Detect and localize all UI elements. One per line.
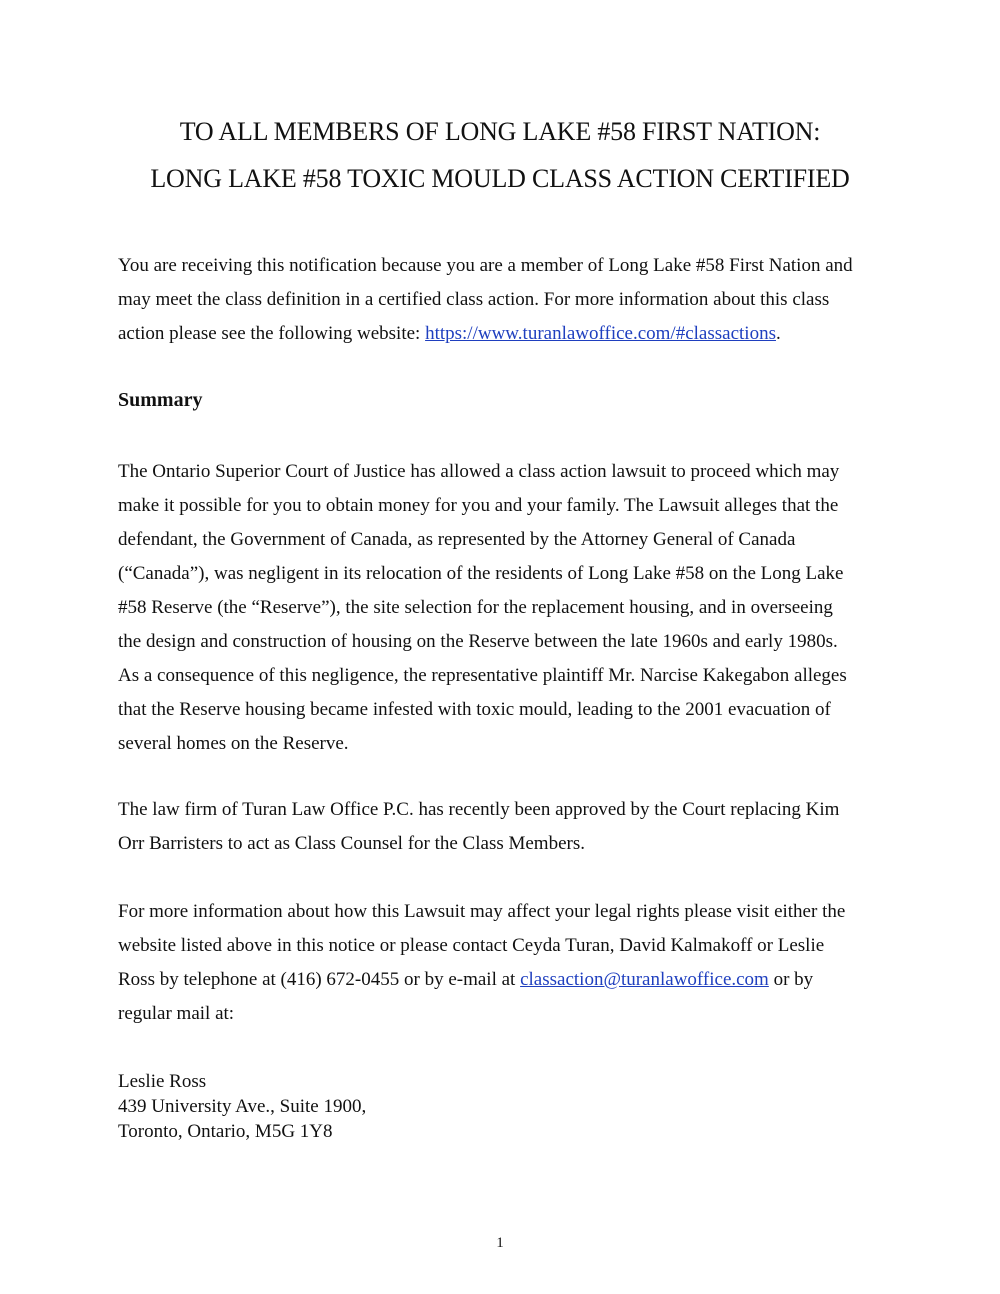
address-street: 439 University Ave., Suite 1900, <box>118 1096 367 1117</box>
summary-paragraph <box>118 455 908 761</box>
email-link[interactable]: classaction@turanlawoffice.com <box>520 969 769 990</box>
contact-line: For more information about how this Lawsuit may affect your legal rights please visit either the <box>118 901 846 922</box>
contact-line: website listed above in this notice or please contact Ceyda Turan, David Kalmakoff or Leslie <box>118 935 825 956</box>
notice-title-line-1: TO ALL MEMBERS OF LONG LAKE #58 FIRST NATION: <box>179 117 821 146</box>
summary-line: several homes on the Reserve. <box>118 733 349 754</box>
address-name: Leslie Ross <box>118 1071 207 1092</box>
website-link[interactable]: https://www.turanlawoffice.com/#classactions <box>425 323 776 344</box>
counsel-paragraph <box>118 793 908 861</box>
contact-paragraph <box>118 895 908 1031</box>
intro-line: You are receiving this notification because you are a member of Long Lake #58 First Nation and <box>118 255 853 276</box>
intro-paragraph <box>118 249 908 351</box>
summary-line: that the Reserve housing became infested with toxic mould, leading to the 2001 evacuation of <box>118 699 831 720</box>
address-city: Toronto, Ontario, M5G 1Y8 <box>118 1121 333 1142</box>
intro-line-suffix: . <box>775 323 781 344</box>
summary-line: (“Canada”), was negligent in its relocation of the residents of Long Lake #58 on the Long Lake <box>118 563 844 584</box>
intro-line-prefix: action please see the following website: <box>118 323 426 344</box>
summary-line: make it possible for you to obtain money for you and your family. The Lawsuit alleges that the <box>118 495 839 516</box>
summary-line: the design and construction of housing on the Reserve between the late 1960s and early 1980s. <box>118 631 838 652</box>
intro-line <box>118 317 908 351</box>
summary-line: #58 Reserve (the “Reserve”), the site selection for the replacement housing, and in overseeing <box>118 597 833 618</box>
summary-line: As a consequence of this negligence, the representative plaintiff Mr. Narcise Kakegabon alleges <box>118 665 847 686</box>
mailing-address <box>118 1069 366 1144</box>
contact-line-prefix: Ross by telephone at (416) 672-0455 or by e-mail at <box>118 969 521 990</box>
summary-line: defendant, the Government of Canada, as represented by the Attorney General of Canada <box>118 529 796 550</box>
contact-line: regular mail at: <box>118 1003 235 1024</box>
counsel-line: Orr Barristers to act as Class Counsel for the Class Members. <box>118 833 585 854</box>
summary-heading: Summary <box>118 389 203 411</box>
intro-line: may meet the class definition in a certified class action. For more information about this class <box>118 289 830 310</box>
contact-line <box>118 963 908 997</box>
page-number: 1 <box>496 1235 504 1251</box>
counsel-line: The law firm of Turan Law Office P.C. has recently been approved by the Court replacing Kim <box>118 799 840 820</box>
summary-line: The Ontario Superior Court of Justice has allowed a class action lawsuit to proceed which may <box>118 461 840 482</box>
notice-title-line-2: LONG LAKE #58 TOXIC MOULD CLASS ACTION CERTIFIED <box>150 164 850 193</box>
contact-line-suffix: or by <box>768 969 814 990</box>
